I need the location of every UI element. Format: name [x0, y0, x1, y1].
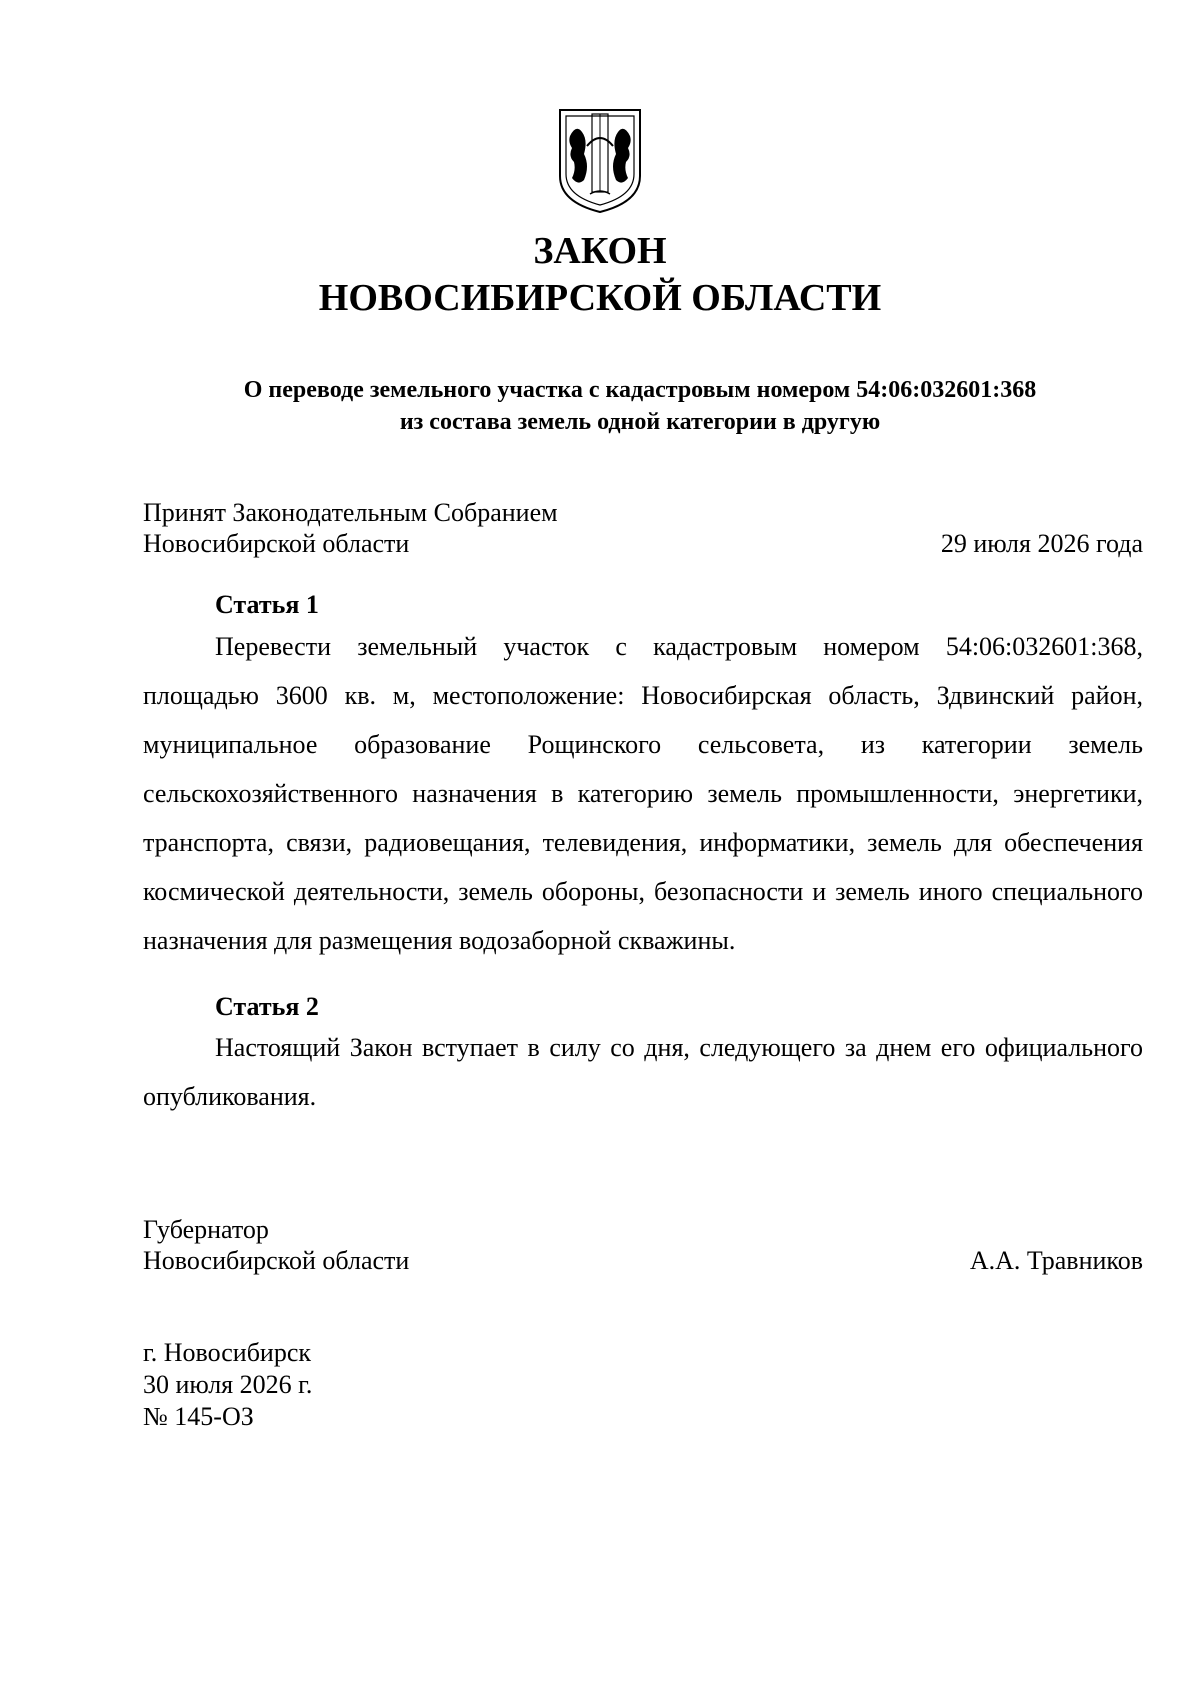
signatory-position-line-1: Губернатор: [143, 1215, 269, 1244]
law-title: ЗАКОН: [533, 230, 667, 272]
article-1-text: Перевести земельный участок с кадастровым номером 54:06:032601:368, площадью 3600 кв. м, местоположение: Новосибирская область, Здвинский район, муниципальное образование Рощинского сельсовета, из категории земель сельскохозяйственного назначения в категорию земель промышленности, энергетики, транспорта, связи, радиовещания, телевидения, информатики, земель для обеспечения космической деятельности, земель обороны, безопасности и земель иного специального назначения для размещения водозаборной скважины.: [143, 632, 1143, 955]
adoption-body-line-2: Новосибирской области: [143, 529, 410, 558]
article-2-text: Настоящий Закон вступает в силу со дня, следующего за днем его официального опубликования.: [143, 1033, 1143, 1111]
signatory-name: А.А. Травников: [969, 1246, 1143, 1275]
coat-of-arms-icon: [554, 106, 646, 216]
law-subject-line-2: из состава земель одной категории в другую: [399, 409, 881, 435]
law-region-title: НОВОСИБИРСКОЙ ОБЛАСТИ: [318, 277, 882, 319]
adoption-date: 29 июля 2026 года: [940, 529, 1143, 558]
law-number: № 145-ОЗ: [143, 1402, 254, 1431]
adoption-body-line-1: Принят Законодательным Собранием: [143, 498, 558, 527]
signatory-position-line-2: Новосибирской области: [143, 1246, 410, 1275]
law-subject-line-1: О переводе земельного участка с кадастровым номером 54:06:032601:368: [243, 377, 1037, 403]
issue-city: г. Новосибирск: [143, 1338, 312, 1367]
article-2-heading: Статья 2: [215, 992, 319, 1021]
article-1-heading: Статья 1: [215, 590, 319, 619]
issue-date: 30 июля 2026 г.: [143, 1370, 313, 1399]
